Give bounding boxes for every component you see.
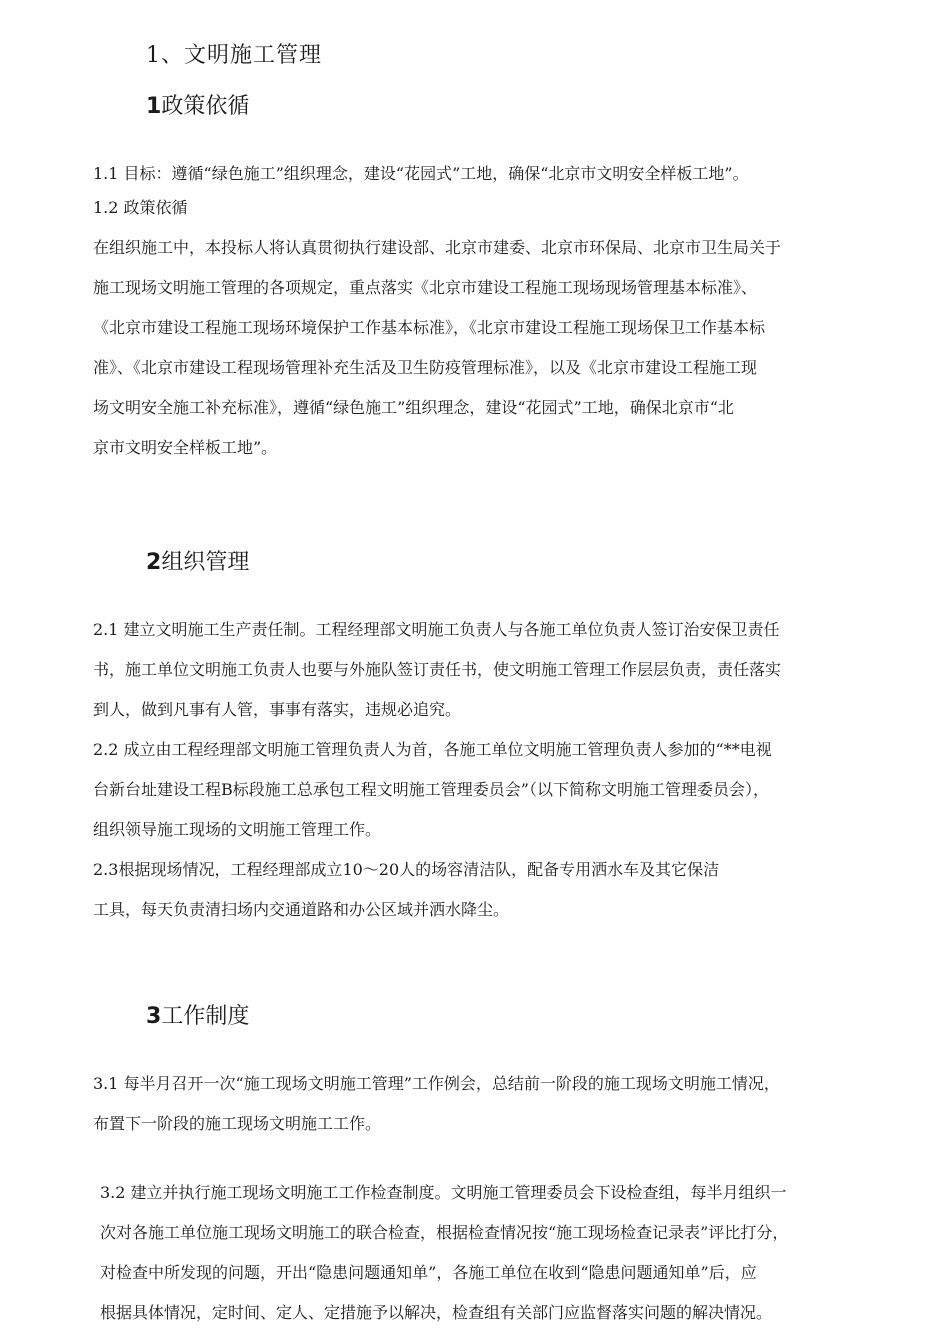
paragraph-line: 2.1 建立文明施工生产责任制。工程经理部文明施工负责人与各施工单位负责人签订治安保卫责任	[93, 620, 780, 639]
section-heading-text: 工作制度	[161, 1004, 250, 1029]
paragraph-line: 京市文明安全样板工地”。	[93, 438, 278, 457]
paragraph-line: 1.2 政策依循	[93, 198, 188, 217]
section-heading-text: 政策依循	[161, 94, 250, 119]
paragraph-line: 《北京市建设工程施工现场环境保护工作基本标准》，《北京市建设工程施工现场保卫工作基本标	[93, 318, 766, 337]
section-body-work-system-a	[93, 1064, 883, 1144]
section-number: 3	[146, 1004, 162, 1029]
paragraph-line: 到人，做到凡事有人管，事事有落实，违规必追究。	[93, 700, 462, 719]
section-heading-policy	[146, 89, 249, 120]
paragraph-line: 准》、《北京市建设工程现场管理补充生活及卫生防疫管理标准》，以及《北京市建设工程施工现	[93, 358, 758, 377]
paragraph-line: 布置下一阶段的施工现场文明施工工作。	[93, 1114, 382, 1133]
paragraph-line: 组织领导施工现场的文明施工管理工作。	[93, 820, 382, 839]
section-body-organization	[93, 610, 883, 930]
section-body-work-system-b	[100, 1173, 890, 1333]
paragraph-line: 对检查中所发现的问题，开出“隐患问题通知单”，各施工单位在收到“隐患问题通知单”后，应	[100, 1263, 757, 1282]
paragraph-line: 3.2 建立并执行施工现场文明施工工作检查制度。文明施工管理委员会下设检查组，每半月组织一	[100, 1183, 787, 1202]
section-heading-work-system	[146, 999, 249, 1030]
section-number: 2	[146, 550, 162, 575]
section-number: 1	[146, 94, 162, 119]
section-heading-organization	[146, 545, 249, 576]
paragraph-line: 施工现场文明施工管理的各项规定，重点落实《北京市建设工程施工现场现场管理基本标准》、	[93, 278, 758, 297]
paragraph-line: 工具，每天负责清扫场内交通道路和办公区域并洒水降尘。	[93, 900, 510, 919]
paragraph-line: 台新台址建设工程B标段施工总承包工程文明施工管理委员会”（以下简称文明施工管理委员会），	[93, 780, 769, 799]
paragraph-line: 在组织施工中，本投标人将认真贯彻执行建设部、北京市建委、北京市环保局、北京市卫生局关于	[93, 238, 782, 257]
section-body-policy	[93, 154, 883, 468]
paragraph-line: 次对各施工单位施工现场文明施工的联合检查，根据检查情况按“施工现场检查记录表”评比打分，	[100, 1223, 789, 1242]
section-heading-text: 组织管理	[161, 550, 250, 575]
paragraph-line: 1.1 目标：遵循“绿色施工”组织理念，建设“花园式”工地，确保“北京市文明安全样板工地”。	[93, 164, 749, 183]
paragraph-line: 场文明安全施工补充标准》，遵循“绿色施工”组织理念，建设“花园式”工地，确保北京市“北	[93, 398, 734, 417]
document-title: 1、文明施工管理	[146, 43, 322, 68]
paragraph-line: 根据具体情况，定时间、定人、定措施予以解决，检查组有关部门应监督落实问题的解决情况。	[100, 1303, 773, 1322]
paragraph-line: 2.2 成立由工程经理部文明施工管理负责人为首，各施工单位文明施工管理负责人参加的“**电视	[93, 740, 772, 759]
paragraph-line: 3.1 每半月召开一次“施工现场文明施工管理”工作例会，总结前一阶段的施工现场文明施工情况，	[93, 1074, 780, 1093]
paragraph-line: 书，施工单位文明施工负责人也要与外施队签订责任书，使文明施工管理工作层层负责，责任落实	[93, 660, 782, 679]
paragraph-line: 2.3根据现场情况，工程经理部成立10～20人的场容清洁队，配备专用洒水车及其它保洁	[93, 860, 720, 879]
